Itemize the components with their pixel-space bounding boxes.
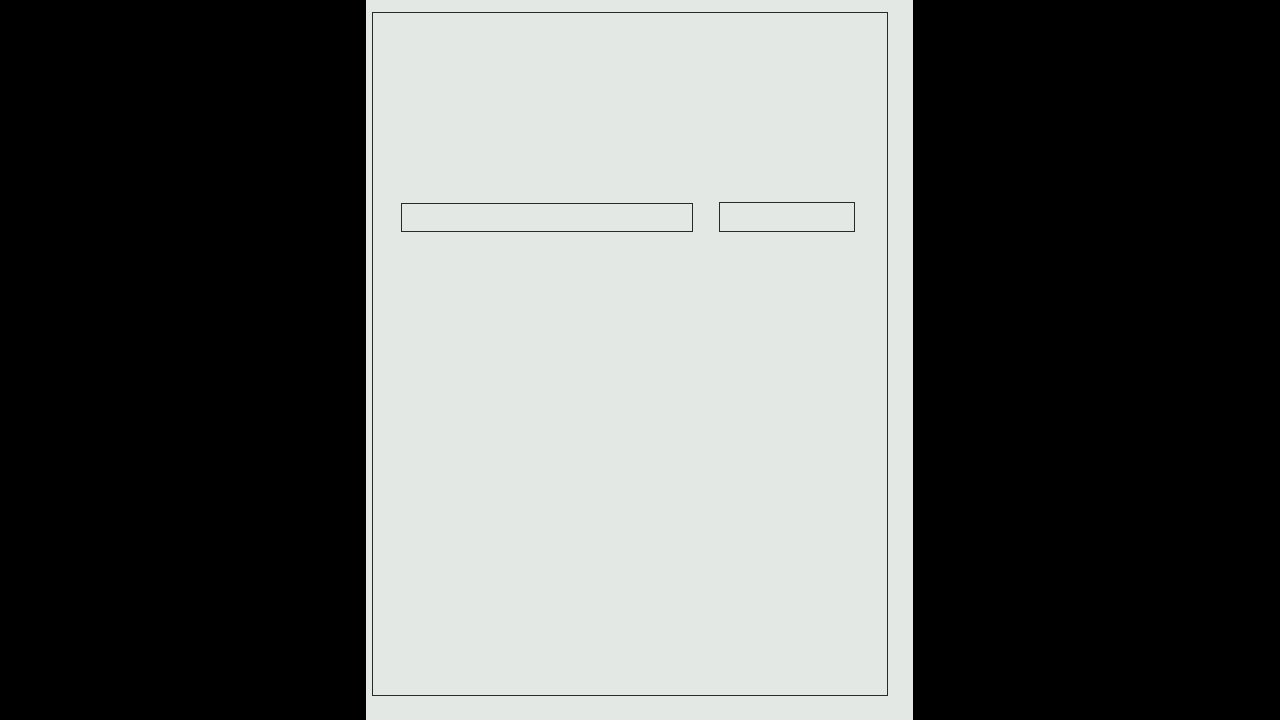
sheet-artwork: [366, 0, 913, 720]
tablature-sheet: [366, 0, 913, 720]
song-title-box: [401, 203, 693, 232]
song-origin-box: [719, 202, 855, 232]
